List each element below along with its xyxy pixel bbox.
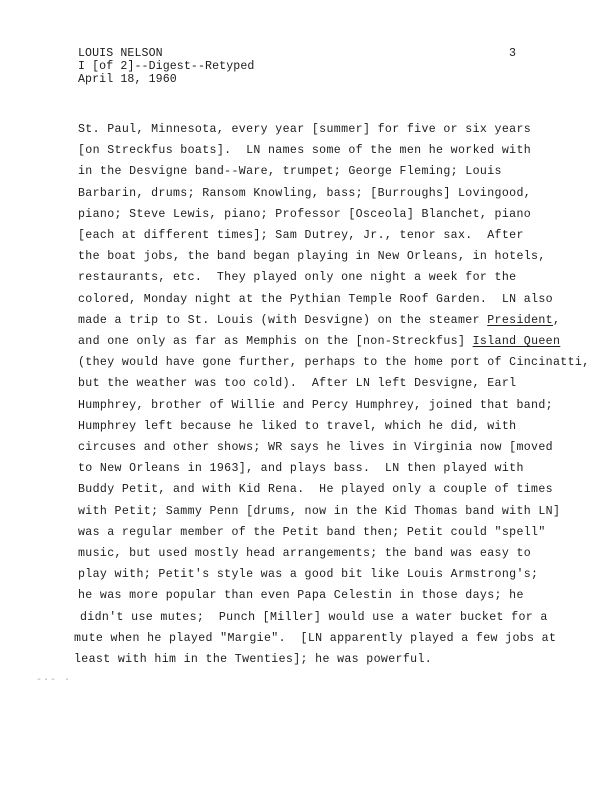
header-interviewee-name: LOUIS NELSON — [78, 47, 163, 60]
body-text-segment: mute when he played "Margie". [LN apparently played a few jobs at — [74, 631, 557, 645]
body-text-segment: [on Streckfus boats]. LN names some of the men he worked with — [78, 144, 532, 158]
header-interview-date: April 18, 1960 — [78, 73, 177, 86]
body-text-segment: but the weather was too cold). After LN left Desvigne, Earl — [78, 377, 517, 391]
body-text-segment: Buddy Petit, and with Kid Rena. He played only a couple of times — [78, 483, 553, 497]
body-line — [78, 356, 590, 377]
body-line — [78, 505, 560, 526]
body-text-segment: music, but used mostly head arrangements; the band was easy to — [78, 547, 532, 560]
scan-artifact-mark: -·- · — [36, 675, 72, 686]
page-number: 3 — [509, 47, 516, 60]
body-line — [78, 420, 516, 441]
body-line — [78, 589, 524, 610]
underlined-title: President — [487, 313, 553, 327]
body-text-segment: in the Desvigne band--Ware, trumpet; George Fleming; Louis — [78, 165, 502, 179]
body-line — [78, 144, 531, 165]
body-text-segment: piano; Steve Lewis, piano; Professor [Osceola] Blanchet, piano — [78, 207, 532, 221]
body-text-segment: restaurants, etc. They played only one night a week for the — [78, 271, 517, 285]
body-line — [80, 611, 548, 632]
body-text-segment: play with; Petit's style was a good bit like Louis Armstrong's; — [78, 568, 539, 582]
body-line — [78, 208, 531, 229]
body-line — [78, 547, 531, 568]
body-line — [74, 653, 432, 674]
body-text-segment: didn't use mutes; Punch [Miller] would use a water bucket for a — [80, 610, 548, 624]
body-line — [78, 568, 538, 589]
body-text-segment: , — [553, 313, 561, 327]
body-text-segment: to New Orleans in 1963], and plays bass. LN then played with — [78, 462, 524, 476]
body-text-segment: (they would have gone further, perhaps to the home port of Cincinatti, — [78, 356, 590, 370]
body-text-segment: made a trip to St. Louis (with Desvigne) on the steamer — [78, 313, 488, 327]
body-line — [74, 632, 556, 653]
body-line — [78, 271, 516, 292]
body-line — [78, 526, 546, 547]
body-line — [78, 314, 560, 335]
body-line — [78, 377, 516, 398]
header-document-type: I [of 2]--Digest--Retyped — [78, 60, 255, 73]
body-text-segment: circuses and other shows; WR says he lives in Virginia now [moved — [78, 441, 553, 454]
body-line — [78, 187, 531, 208]
body-text-segment: was a regular member of the Petit band then; Petit could "spell" — [78, 525, 546, 539]
body-line — [78, 335, 560, 356]
body-text-segment: least with him in the Twenties]; he was powerful. — [74, 653, 433, 666]
body-text-segment: Humphrey left because he liked to travel, which he did, with — [78, 419, 517, 433]
body-line — [78, 293, 553, 314]
body-line — [78, 123, 531, 144]
body-text-segment: the boat jobs, the band began playing in New Orleans, in hotels, — [78, 250, 546, 264]
body-text-segment: and one only as far as Memphis on the [non-Streckfus] — [78, 335, 473, 348]
body-text-segment: St. Paul, Minnesota, every year [summer] for five or six years — [78, 123, 532, 136]
underlined-title: Island Queen — [472, 335, 561, 348]
body-line — [78, 441, 553, 462]
body-text-segment: [each at different times]; Sam Dutrey, Jr., tenor sax. After — [78, 229, 524, 242]
body-text-segment: colored, Monday night at the Pythian Temple Roof Garden. LN also — [78, 292, 553, 306]
body-text-segment: he was more popular than even Papa Celestin in those days; he — [78, 589, 524, 603]
body-line — [78, 229, 524, 250]
body-text-segment: with Petit; Sammy Penn [drums, now in the Kid Thomas band with LN] — [78, 504, 561, 518]
body-line — [78, 483, 553, 504]
body-line — [78, 399, 553, 420]
body-text-segment: Humphrey, brother of Willie and Percy Humphrey, joined that band; — [78, 398, 553, 412]
body-line — [78, 165, 502, 186]
body-line — [78, 250, 546, 271]
body-text-segment: Barbarin, drums; Ransom Knowling, bass; [Burroughs] Lovingood, — [78, 186, 532, 200]
body-line — [78, 462, 524, 483]
